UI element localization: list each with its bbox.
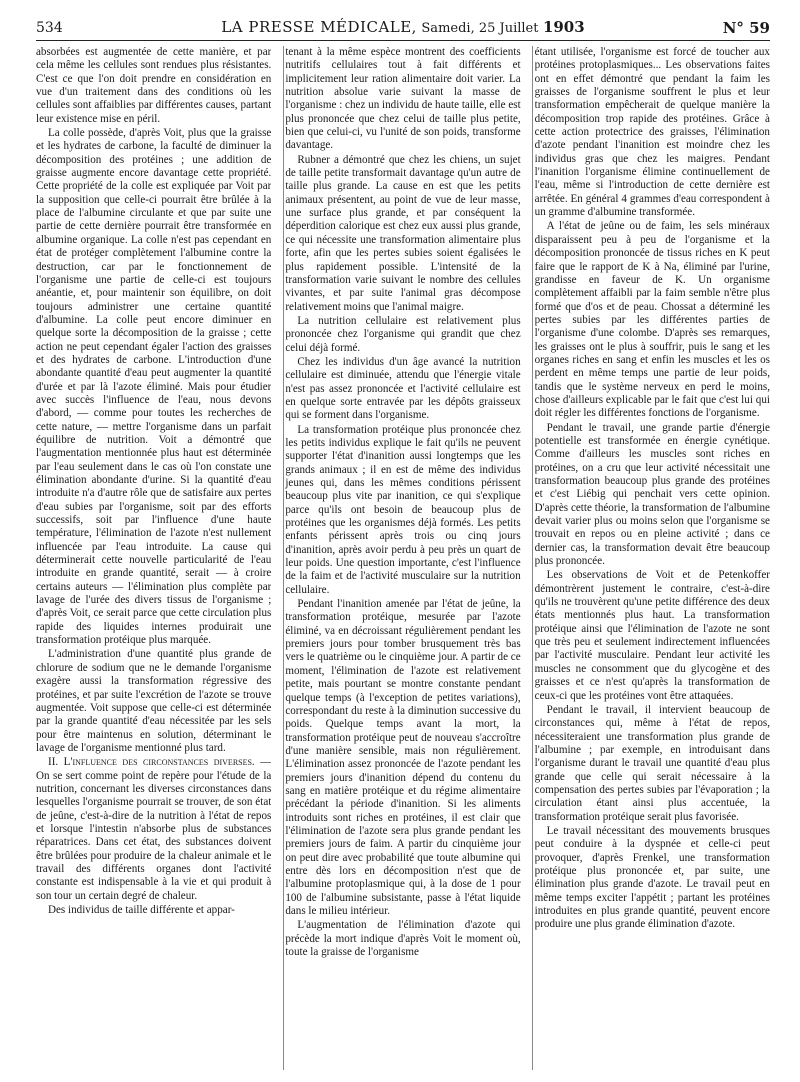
issue-date: Samedi, 25 Juillet bbox=[421, 21, 539, 36]
section-text: — On se sert comme point de repère pour l'étude de la nutrition, concernant les diverses circonstances dans lesquelles l'organisme pourrait se trouver, de son état de jeûne, c'est-à-dire de la nutrition à l'état de repos et lorsque l'intestin n'absorbe plus de substances réparatrices. Dans cet état, des substances doivent être brûlées pour produire de la chaleur animale et le travail des différents organes dont l'activité constante est indispensable à la vie et qui produit à son tour un certain degré de chaleur. bbox=[36, 756, 272, 902]
page-number: 534 bbox=[36, 20, 63, 36]
paragraph: Le travail nécessitant des mouvements brusques peut conduire à la dyspnée et celle-ci peut provoquer, d'après Frenkel, une transformation protéique plus prononcée et, par suite, une élimination plus grande d'azote. Le travail peut en même temps exciter l'appétit ; partant les protéines introduites en plus grande quantité, peuvent encore produire une plus grande élimination d'azote. bbox=[534, 824, 770, 931]
running-title bbox=[36, 18, 770, 36]
paragraph: Pendant le travail, il intervient beaucoup de circonstances qui, même à l'état de repos, nécessiteraient une transformation plus grande de l'albumine ; par exemple, en introduisant dans l'organisme durant le travail une quantité d'eau plus grande que celle qui serait nécessaire à la compensation des pertes subies par l'évaporation ; la circulation étant ainsi plus accentuée, la transformation protéique serait plus favorisée. bbox=[534, 703, 770, 823]
paragraph: Pendant le travail, une grande partie d'énergie potentielle est transformée en énergie cynétique. Comme d'ailleurs les muscles sont riches en protéines, on a cru que leur activité nécessitait une transformation beaucoup plus grande des protéines et c'est Liébig qui penchait vers cette opinion. D'après cette théorie, la transformation de l'albumine devait varier plus ou moins selon que l'organisme se trouvait en repos ou en pleine activité ; dans ce dernier cas, la transformation devait être beaucoup plus prononcée. bbox=[534, 421, 770, 568]
paragraph: La colle possède, d'après Voit, plus que la graisse et les hydrates de carbone, la faculté de diminuer la décomposition des protéines ; une addition de graisse augmente encore davantage cette propriété. Cette propriété de la colle est expliquée par Voit par la supposition que celle-ci pourrait être brûlée à la place de l'albumine circulante et que par suite une partie de cette dernière pourrait être transformée en albumine organique. La colle n'est pas cependant en état de protéger complètement l'albumine contre la destruction, car par le fonctionnement de l'organisme une partie de celle-ci est toujours anéantie, et, pour maintenir son équilibre, on doit toujours administrer une certaine quantité d'albumine. La colle peut encore diminuer en quelque sorte la décomposition de la graisse ; cette action ne peut cependant égaler l'action des graisses et des hydrates de carbone. L'introduction d'une abondante quantité d'eau peut augmenter la quantité d'urée et par là l'azote éliminé. Mais pour étudier avec succès l'influence de l'eau, nous devons d'abord, — comme pour toutes les recherches de cette nature, — mettre l'organisme dans un parfait équilibre de nutrition. Voit a démontré que l'augmentation mentionnée plus haut est déterminée par l'eau seulement dans le cas où l'on constate une élimination abondante d'urine. Si la quantité d'eau introduite n'a d'autre rôle que de satisfaire aux pertes d'eau subies par l'organisme, soit par des efforts successifs, soit par l'influence d'une haute température, l'élimination de l'azote n'est nullement influencée par l'eau introduite. La cause qui déterminerait cette nouvelle particularité de l'eau introduite en grande quantité, serait — à croire certains auteurs — l'élimination plus complète par lavage de l'urée des divers tissus de l'organisme ; d'après Voit, ce serait parce que cette circulation plus rapide des liquides internes produirait une transformation protéique plus marquée. bbox=[36, 127, 272, 647]
column-left bbox=[36, 46, 271, 1070]
paragraph: La nutrition cellulaire est relativement plus prononcée chez l'organisme qui grandit que chez celui déjà formé. bbox=[285, 314, 521, 354]
paragraph: absorbées est augmentée de cette manière, et par cela même les cellules sont rendues plus résistantes. C'est ce que l'on doit prendre en considération en vue d'un traitement dans des conditions où les cellules sont affaiblies par différentes causes, partant leur existence mise en péril. bbox=[36, 46, 272, 125]
paragraph: Rubner a démontré que chez les chiens, un sujet de taille petite transformait davantage qu'un autre de taille plus grande. La cause en est que les petits animaux présentent, au point de vue de leur masse, une surface plus grande, et par conséquent la déperdition calorique est chez eux aussi plus grande, ce qui nécessite une transformation alimentaire plus forte, afin que les pertes subies soient égalisées le plus rapidement possible. L'intensité de la transformation varie suivant le nombre des cellules vivantes, et par suite l'animal gras décompose relativement moins que l'animal maigre. bbox=[285, 153, 521, 313]
paragraph: L'augmentation de l'élimination d'azote qui précède la mort indique d'après Voit le moment où, toute la graisse de l'organisme bbox=[285, 919, 521, 959]
paragraph: tenant à la même espèce montrent des coefficients nutritifs cellulaires tout à fait différents et implicitement leur ration alimentaire doit varier. La nutrition absolue varie suivant la masse de l'organisme : chez un individu de haute taille, elle est plus prononcée que chez celui de taille plus petite, bien que celui-ci, vu l'unité de son poids, transforme davantage. bbox=[285, 46, 521, 152]
paragraph: Chez les individus d'un âge avancé la nutrition cellulaire est diminuée, attendu que l'énergie vitale n'est pas assez prononcée et l'activité cellulaire est en quelque sorte entravée par les dépôts graisseux qui se forment dans l'organisme. bbox=[285, 355, 521, 422]
paragraph: Des individus de taille différente et appar- bbox=[48, 904, 235, 916]
paragraph: étant utilisée, l'organisme est forcé de toucher aux protéines protoplasmiques... Les observations faites ont en effet démontré que pendant la faim les graisses de l'organisme souffrent le plus et leur transformation empêcherait de quelque manière la décomposition trop rapide des protéines. Grâce à cette action protectrice des graisses, l'élimination d'azote pendant l'inanition est moindre chez les individus gras que chez les maigres. Pendant l'inanition l'organisme élimine continuellement de l'eau, même si l'introduction de cette dernière est arrêtée. En général 4 grammes d'eau correspondent à un gramme d'albumine transformée. bbox=[534, 46, 770, 219]
journal-name: LA PRESSE MÉDICALE, bbox=[221, 18, 417, 36]
paragraph: Les observations de Voit et de Petenkoffer démontrèrent justement le contraire, c'est-à-dire qu'ils ne trouvèrent qu'une petite différence des deux états mentionnés plus haut. La transformation protéique ainsi que l'élimination de l'azote ne sont que très peu et seulement indirectement influencées par l'activité musculaire. Pendant leur activité les muscles ne consomment que du glycogène et des graisses et ce n'est qu'après la transformation de ceux-ci que les protéines vont être attaquées. bbox=[534, 569, 770, 702]
column-right bbox=[535, 46, 770, 1070]
paragraph: L'administration d'une quantité plus grande de chlorure de sodium que ne le demande l'organisme exagère aussi la transformation régressive des protéines, et par suite l'excrétion de l'azote se trouve augmentée. Voit suppose que celle-ci est déterminée par la grande quantité d'eau nécessitée par les sels pour être maintenus en solution, déterminant le lavage de l'organisme mentionné plus tard. bbox=[36, 648, 272, 754]
article-body bbox=[36, 46, 770, 1070]
column-middle bbox=[285, 46, 520, 1070]
section-title: II. L'influence des circonstances diverses. bbox=[48, 756, 255, 769]
paragraph: A l'état de jeûne ou de faim, les sels minéraux disparaissent peu à peu de l'organisme et la décomposition prononcée de tissus riches en K peut faire que le rapport de K à Na, éliminé par l'urine, grandisse en faveur de K. Un organisme complètement affaibli par la faim semble n'être plus formé que d'os et de peau. Chossat a déterminé les pertes subies par les différentes parties de l'organisme d'une colombe. D'après ses remarques, les graisses ont le plus à souffrir, puis le sang et les organes riches en sang et enfin les muscles et les os perdent en même temps une partie de leur poids, tandis que le système nerveux en perd le moins, chose d'ailleurs explicable par le fait que c'est lui qui doit régler les différentes fonctions de l'organisme. bbox=[534, 220, 770, 420]
issue-year: 1903 bbox=[542, 18, 585, 36]
paragraph: Pendant l'inanition amenée par l'état de jeûne, la transformation protéique, mesurée par l'azote éliminé, va en décroissant régulièrement pendant les premiers jours pour tomber brusquement très bas vers le quatrième ou le cinquième jour. A partir de ce moment, l'élimination de l'azote est relativement petite, mais pourtant se montre constante pendant quelque temps (à l'exception de petites variations), correspondant du reste à la diminution successive du poids. Quelque temps avant la mort, la transformation protéique peut de nouveau s'accroître d'une manière sensible, mais non régulièrement. L'élimination assez prononcée de l'azote pendant les premiers jours d'inanition dépend du contenu du sang en matière protéique et du régime alimentaire précédant la période d'inanition. Si les aliments introduits sont riches en protéines, il est clair que l'élimination de l'azote sera plus grande pendant les premiers jours de faim. A partir du cinquième jour on peut dire avec probabilité que toute albumine qui entre dès lors en décomposition n'est que de l'albumine protoplasmique qui, à la dose de 1 pour 100 de l'albumine subsistante, passe à l'état liquide dans le milieu intérieur. bbox=[285, 598, 521, 917]
issue-number: N° 59 bbox=[722, 19, 770, 37]
page-header bbox=[36, 18, 770, 41]
paragraph: La transformation protéique plus prononcée chez les petits individus explique le fait qu'ils ne peuvent supporter l'état d'inanition aussi longtemps que les grands animaux ; il en est de même des individus jeunes qui, dans les mêmes conditions périssent beaucoup plus vite par inanition, ce qui s'explique parce qu'ils ont besoin de beaucoup plus de protéines que les organismes déjà formés. Les petits enfants périssent après trois ou cinq jours d'inanition, après avoir perdu à peu près un quart de leur poids. Une question importante, c'est l'influence de la faim et de l'activité musculaire sur la nutrition cellulaire. bbox=[285, 423, 521, 596]
section-paragraph bbox=[36, 756, 271, 903]
